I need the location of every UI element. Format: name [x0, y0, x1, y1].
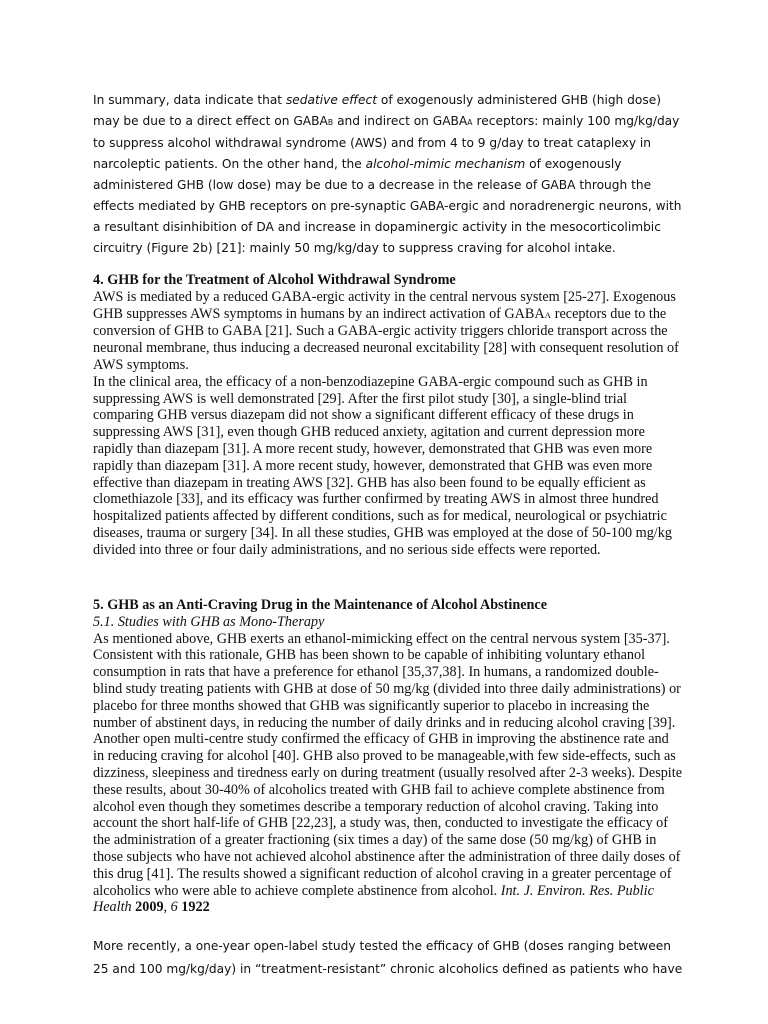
section-4-paragraph-1-text-a: AWS is mediated by a reduced GABA-ergic activity in the central nervous system [25-27]. Exogenous GHB suppresses AWS symptoms in humans by an indirect activation of GABA — [93, 288, 676, 322]
summary-text-4: receptors: mainly 100 mg/kg/day to suppress alcohol withdrawal syndrome (AWS) and from 4 to 9 g/day to treat cataplexy in narcoleptic patients. On the other hand, the — [93, 114, 680, 171]
summary-text-3: and indirect on GABA — [333, 114, 468, 128]
journal-volume: 6 — [170, 899, 178, 916]
gaba-a-subscript: A — [467, 118, 473, 127]
continued-paragraph-text: More recently, a one-year open-label study tested the efficacy of GHB (doses ranging between 25 and 100 mg/kg/day) in “treatment-resistant” chronic alcoholics defined as patients who have — [93, 939, 683, 976]
summary-text-1: In summary, data indicate that — [93, 93, 286, 107]
gaba-b-subscript: B — [327, 118, 334, 127]
summary-text — [93, 90, 683, 259]
sedative-effect-emphasis: sedative effect — [285, 93, 378, 107]
journal-year: 2009 — [135, 899, 164, 916]
section-5-1-subheading: 5.1. Studies with GHB as Mono-Therapy — [93, 613, 325, 630]
section-4-paragraph-1-text-b: receptors due to the conversion of GHB to GABA [21]. Such a GABA-ergic activity triggers chloride transport across the neuronal membrane, thus inducing a decreased neuronal excitability [28] with consequent resolution of AWS symptoms. — [93, 305, 679, 373]
section-4 — [93, 272, 683, 559]
section-5-paragraph-1-text: As mentioned above, GHB exerts an ethanol-mimicking effect on the central nervous system [35-37]. Consistent with this rationale, GHB has been shown to be capable of inhibiting voluntary ethanol consumption in rats that have a preference for ethanol [35,37,38]. In humans, a randomized double-blind study treating patients with GHB at dose of 50 mg/kg (divided into three daily administrations) or placebo for three months showed that GHB was significantly superior to placebo in increasing the number of abstinent days, in reducing the number of daily drinks and in reducing alcohol craving [39]. Another open multi-centre study confirmed the efficacy of GHB in improving the abstinence rate and in reducing craving for alcohol [40]. GHB also proved to be manageable,with few side-effects, such as dizziness, sleepiness and tiredness early on during treatment (usually resolved after 2-3 weeks). Despite these results, about 30-40% of alcoholics treated with GHB fail to achieve complete abstinence from alcohol even though they sometimes describe a temporary reduction of alcohol craving. Taking into account the short half-life of GHB [22,23], a study was, then, conducted to investigate the efficacy of the administration of a greater fractioning (six times a day) of the same dose (50 mg/kg) of GHB in those subjects who have not achieved alcohol abstinence after the administration of three daily doses of this drug [41]. The results showed a significant reduction of alcohol craving in a greater percentage of alcoholics who were able to achieve complete abstinence from alcohol. — [93, 630, 682, 899]
alcohol-mimic-emphasis: alcohol-mimic mechanism — [365, 157, 526, 171]
section-5 — [93, 597, 683, 916]
section-4-heading: 4. GHB for the Treatment of Alcohol Withdrawal Syndrome — [93, 272, 456, 288]
summary-text-2: of exogenously administered GHB (high dose) may be due to a direct effect on GABA — [93, 93, 661, 128]
section-4-paragraph-2: In the clinical area, the efficacy of a non-benzodiazepine GABA-ergic compound such as GHB in suppressing AWS is well demonstrated [29]. After the first pilot study [30], a single-blind trial comparing GHB versus diazepam did not show a significant different efficacy of these drugs in suppressing AWS [31], even though GHB reduced anxiety, agitation and current depression more rapidly than diazepam [31]. A more recent study, however, demonstrated that GHB was even more rapidly than diazepam [31]. A more recent study, however, demonstrated that GHB was even more effective than diazepam in treating AWS [32]. GHB has also been found to be equally efficient as clomethiazole [33], and its efficacy was further confirmed by treating AWS in almost three hundred hospitalized patients affected by different conditions, such as for medical, neurological or psychiatric diseases, trauma or surgery [34]. In all these studies, GHB was employed at the dose of 50-100 mg/kg divided into three or four daily administrations, and no serious side effects were reported. — [93, 373, 672, 558]
summary-paragraph — [93, 90, 683, 259]
journal-page: 1922 — [181, 899, 210, 916]
section-5-paragraph-1: As mentioned above, GHB exerts an ethanol-mimicking effect on the central nervous system [35-37]. Consistent with this rationale, GHB has been shown to be capable of inhibiting voluntary ethanol consumption in rats that have a preference for ethanol [35,37,38]. In humans, a randomized double-blind study treating patients with GHB at dose of 50 mg/kg (divided into three daily administrations) or placebo for three months showed that GHB was significantly superior to placebo in increasing the number of abstinent days, in reducing the number of daily drinks and in reducing alcohol craving [39]. Another open multi-centre study confirmed the efficacy of GHB in improving the abstinence rate and in reducing craving for alcohol [40]. GHB also proved to be manageable,with few side-effects, such as dizziness, sleepiness and tiredness early on during treatment (usually resolved after 2-3 weeks). Despite these results, about 30-40% of alcoholics treated with GHB fail to achieve complete abstinence from alcohol even though they sometimes describe a temporary reduction of alcohol craving. Taking into account the short half-life of GHB [22,23], a study was, then, conducted to investigate the efficacy of the administration of a greater fractioning (six times a day) of the same dose (50 mg/kg) of GHB in those subjects who have not achieved alcohol abstinence after the administration of three daily doses of this drug [41]. The results showed a significant reduction of alcohol craving in a greater percentage of alcoholics who were able to achieve complete abstinence from alcohol. Int. J. Environ. Res. Public Health 2009, 6 1922 — [93, 630, 682, 916]
summary-text-5: of exogenously administered GHB (low dose) may be due to a decrease in the release of GABA through the effects mediated by GHB receptors on pre-synaptic GABA-ergic and noradrenergic neurons, with a resultant disinhibition of DA and increase in dopaminergic activity in the mesocorticolimbic circuitry (Figure 2b) [21]: mainly 50 mg/kg/day to suppress craving for alcohol intake. — [93, 157, 682, 255]
journal-name: Int. J. Environ. Res. Public Health — [93, 882, 654, 916]
section-4-paragraph-1 — [93, 289, 683, 374]
continued-paragraph — [93, 935, 683, 981]
section-5-heading: 5. GHB as an Anti-Craving Drug in the Maintenance of Alcohol Abstinence — [93, 597, 548, 613]
gaba-a-subscript-2: A — [544, 309, 552, 320]
